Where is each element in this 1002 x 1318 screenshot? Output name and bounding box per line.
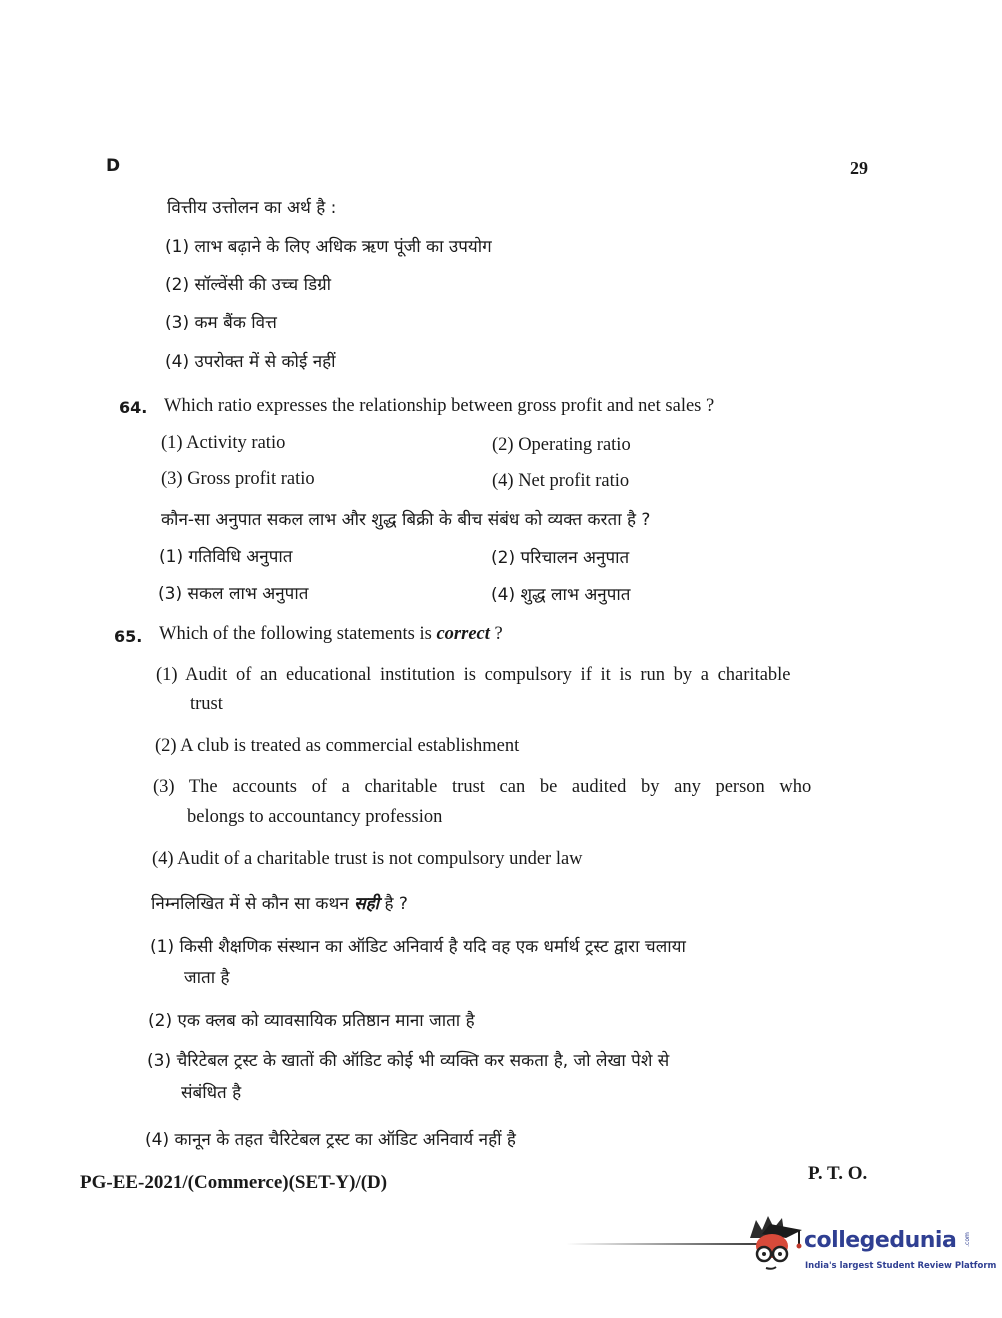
option: (1) गतिविधि अनुपात: [159, 547, 293, 567]
option: (2) परिचालन अनुपात: [491, 548, 630, 568]
option: (3) The accounts of a charitable trust can be audited by any person who: [153, 777, 812, 797]
option: (1) Activity ratio: [161, 433, 286, 453]
pto-label: P. T. O.: [808, 1163, 868, 1184]
page-number: 29: [850, 158, 868, 178]
option: (4) कानून के तहत चैरिटेबल ट्रस्ट का ऑडिट अनिवार्य नहीं है: [145, 1130, 516, 1150]
question-stem: Which of the following statements is correct ?: [159, 624, 503, 644]
option: (3) चैरिटेबल ट्रस्ट के खातों की ऑडिट कोई भी व्यक्ति कर सकता है, जो लेखा पेशे से: [147, 1051, 670, 1071]
watermark-tagline: India's largest Student Review Platform: [805, 1261, 997, 1271]
question-number: 64.: [119, 398, 148, 417]
question-stem: वित्तीय उत्तोलन का अर्थ है :: [167, 198, 337, 218]
option: (4) शुद्ध लाभ अनुपात: [491, 585, 631, 605]
option-continued: संबंधित है: [181, 1083, 242, 1103]
option: (2) Operating ratio: [492, 435, 631, 455]
option: (4) Net profit ratio: [492, 471, 630, 491]
option: (2) एक क्लब को व्यावसायिक प्रतिष्ठान माना जाता है: [148, 1011, 475, 1031]
option-continued: जाता है: [184, 968, 230, 988]
option: (3) Gross profit ratio: [161, 469, 315, 489]
option: (4) Audit of a charitable trust is not compulsory under law: [152, 849, 583, 869]
option: (3) कम बैंक वित्त: [165, 313, 277, 333]
option: (4) उपरोक्त में से कोई नहीं: [165, 352, 336, 372]
watermark-line: [566, 1243, 766, 1245]
option: (2) सॉल्वेंसी की उच्च डिग्री: [165, 275, 332, 295]
option: (2) A club is treated as commercial establishment: [155, 736, 520, 756]
option: (3) सकल लाभ अनुपात: [158, 584, 309, 604]
collegedunia-logo-icon: [742, 1212, 806, 1274]
set-label: D: [106, 156, 121, 176]
question-number: 65.: [114, 627, 143, 646]
option: (1) लाभ बढ़ाने के लिए अधिक ऋण पूंजी का उपयोग: [165, 237, 492, 257]
watermark-brand: collegedunia: [804, 1228, 957, 1253]
option: (1) किसी शैक्षणिक संस्थान का ऑडिट अनिवार्य है यदि वह एक धर्मार्थ ट्रस्ट द्वारा चलाया: [150, 937, 686, 957]
watermark-domain: .com: [963, 1232, 971, 1247]
question-stem-hindi: निम्नलिखित में से कौन सा कथन सही है ?: [151, 894, 408, 914]
option-continued: belongs to accountancy profession: [187, 807, 443, 827]
question-stem-hindi: कौन-सा अनुपात सकल लाभ और शुद्ध बिक्री के बीच संबंध को व्यक्त करता है ?: [161, 510, 651, 530]
option-continued: trust: [190, 694, 223, 714]
question-stem: Which ratio expresses the relationship between gross profit and net sales ?: [164, 396, 715, 416]
paper-code: PG-EE-2021/(Commerce)(SET-Y)/(D): [80, 1172, 388, 1193]
option: (1) Audit of an educational institution is compulsory if it is run by a charitable: [156, 665, 791, 685]
